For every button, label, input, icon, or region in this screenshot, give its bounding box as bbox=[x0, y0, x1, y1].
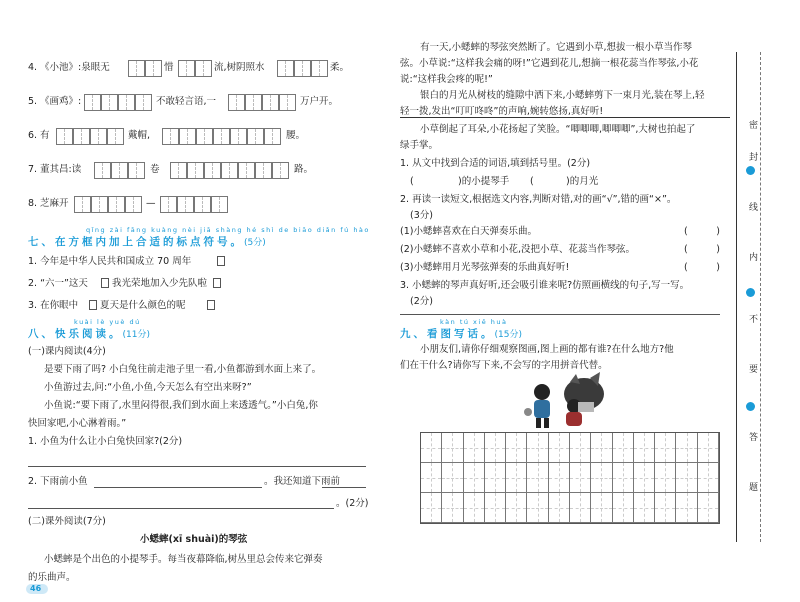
answer-box[interactable] bbox=[245, 94, 262, 111]
q4-text-c: 流,树阴照水 bbox=[214, 62, 265, 73]
judge-item-1: (1)小蟋蟀喜欢在白天弹奏乐曲。 bbox=[400, 226, 537, 237]
answer-box[interactable] bbox=[135, 94, 152, 111]
answer-box[interactable] bbox=[194, 196, 211, 213]
story-title: 小蟋蟀(xī shuài)的琴弦 bbox=[140, 534, 248, 545]
q5-text-b: 不敢轻言语,一 bbox=[156, 96, 217, 107]
answer-box[interactable] bbox=[179, 128, 196, 145]
reading-question-1: 1. 小鱼为什么让小白兔快回家?(2分) bbox=[28, 436, 183, 447]
writing-cell[interactable] bbox=[698, 493, 719, 523]
judge-paren[interactable]: ( ) bbox=[684, 244, 720, 255]
answer-line[interactable] bbox=[400, 314, 720, 315]
extra-question-3-points: (2分) bbox=[410, 296, 433, 307]
writing-cell[interactable] bbox=[613, 463, 634, 493]
writing-cell[interactable] bbox=[698, 463, 719, 493]
binding-char: 内 bbox=[749, 253, 759, 263]
writing-cell[interactable] bbox=[655, 463, 676, 493]
binding-char: 线 bbox=[749, 203, 759, 213]
punctuation-box[interactable] bbox=[101, 278, 109, 288]
writing-cell[interactable] bbox=[634, 433, 655, 463]
q7-text-c: 路。 bbox=[294, 164, 314, 175]
q5-number: 5. bbox=[28, 96, 38, 107]
answer-box[interactable] bbox=[128, 60, 145, 77]
punctuation-box[interactable] bbox=[217, 256, 225, 266]
writing-cell[interactable] bbox=[506, 493, 527, 523]
writing-cell[interactable] bbox=[570, 433, 591, 463]
binding-char: 密 bbox=[749, 121, 759, 131]
binding-char: 题 bbox=[749, 483, 759, 493]
punctuation-box[interactable] bbox=[213, 278, 221, 288]
answer-box[interactable] bbox=[118, 94, 135, 111]
punctuation-box[interactable] bbox=[89, 300, 97, 310]
q4-number: 4. bbox=[28, 62, 38, 73]
answer-box[interactable] bbox=[228, 94, 245, 111]
punct-q3b: 夏天是什么颜色的呢 bbox=[100, 300, 186, 311]
answer-box[interactable] bbox=[73, 128, 90, 145]
writing-cell[interactable] bbox=[421, 463, 442, 493]
q6-text-b: 戴帽, bbox=[128, 130, 151, 141]
story-paragraph: 弦。小草说:“这样我会痛的呀!”它遇到花儿,想摘一根花蕊当作琴弦,小花 bbox=[400, 58, 699, 69]
section7-heading bbox=[28, 234, 266, 249]
children-playing-illustration bbox=[514, 372, 614, 430]
answer-box[interactable] bbox=[247, 128, 264, 145]
writing-cell[interactable] bbox=[634, 493, 655, 523]
writing-cell[interactable] bbox=[527, 493, 548, 523]
q1-blank-a-label: )的小提琴手 bbox=[458, 176, 510, 187]
writing-cell[interactable] bbox=[549, 433, 570, 463]
story-paragraph: 小草倒起了耳朵,小花扬起了笑脸。“唧唧唧,唧唧唧”,大树也拍起了 bbox=[420, 124, 696, 135]
q7-number: 7. bbox=[28, 164, 38, 175]
writing-cell[interactable] bbox=[485, 433, 506, 463]
section8-points: (11分) bbox=[122, 330, 150, 340]
section9-heading bbox=[400, 326, 522, 341]
writing-cell[interactable] bbox=[591, 433, 612, 463]
answer-box[interactable] bbox=[56, 128, 73, 145]
writing-cell[interactable] bbox=[676, 463, 697, 493]
binding-dot bbox=[746, 402, 755, 411]
section9-points: (15分) bbox=[494, 330, 522, 340]
writing-cell[interactable] bbox=[442, 493, 463, 523]
writing-cell[interactable] bbox=[464, 493, 485, 523]
extra-reading-title: (二)课外阅读(7分) bbox=[28, 516, 106, 527]
answer-box[interactable] bbox=[279, 94, 296, 111]
writing-cell[interactable] bbox=[442, 433, 463, 463]
reading-paragraph: 是要下雨了吗? 小白兔往前走池子里一看,小鱼都游到水面上来了。 bbox=[44, 364, 322, 375]
writing-cell[interactable] bbox=[570, 493, 591, 523]
answer-box[interactable] bbox=[108, 196, 125, 213]
answer-box[interactable] bbox=[84, 94, 101, 111]
q4-text-a: 《小池》:泉眼无 bbox=[40, 62, 110, 73]
q4-text-b: 惜 bbox=[164, 62, 174, 73]
answer-box[interactable] bbox=[196, 128, 213, 145]
answer-box[interactable] bbox=[277, 60, 294, 77]
binding-dot bbox=[746, 166, 755, 175]
answer-box[interactable] bbox=[160, 196, 177, 213]
answer-box[interactable] bbox=[213, 128, 230, 145]
answer-box[interactable] bbox=[111, 162, 128, 179]
writing-cell[interactable] bbox=[655, 433, 676, 463]
answer-box[interactable] bbox=[91, 196, 108, 213]
writing-cell[interactable] bbox=[655, 493, 676, 523]
binding-dot bbox=[746, 288, 755, 297]
answer-line[interactable] bbox=[94, 487, 262, 488]
answer-box[interactable] bbox=[170, 162, 187, 179]
judge-paren[interactable]: ( ) bbox=[684, 262, 720, 273]
answer-box[interactable] bbox=[221, 162, 238, 179]
writing-cell[interactable] bbox=[676, 433, 697, 463]
section7-points: (5分) bbox=[244, 238, 266, 248]
judge-item-2: (2)小蟋蟀不喜欢小草和小花,没把小草、花蕊当作琴弦。 bbox=[400, 244, 635, 255]
extra-question-3: 3. 小蟋蟀的琴声真好听,还会吸引谁来呢?仿照画横线的句子,写一写。 bbox=[400, 280, 690, 291]
punct-q1: 1. 今年是中华人民共和国成立 70 周年 bbox=[28, 256, 192, 267]
writing-grid[interactable] bbox=[420, 432, 720, 524]
writing-cell[interactable] bbox=[591, 493, 612, 523]
reading-paragraph: 小鱼游过去,问:“小鱼,小鱼,今天怎么有空出来呀?” bbox=[44, 382, 252, 393]
q5-text-c: 万户开。 bbox=[300, 96, 339, 107]
page-number-badge bbox=[26, 584, 48, 594]
answer-box[interactable] bbox=[74, 196, 91, 213]
judge-paren[interactable]: ( ) bbox=[684, 226, 720, 237]
answer-box[interactable] bbox=[264, 128, 281, 145]
answer-box[interactable] bbox=[272, 162, 289, 179]
answer-box[interactable] bbox=[162, 128, 179, 145]
writing-cell[interactable] bbox=[421, 433, 442, 463]
writing-cell[interactable] bbox=[613, 493, 634, 523]
q4-text-d: 柔。 bbox=[330, 62, 350, 73]
q7-text-a: 董其昌:读 bbox=[40, 164, 82, 175]
answer-box[interactable] bbox=[294, 60, 311, 77]
q8-number: 8. bbox=[28, 198, 38, 209]
reading-question-2b: 。我还知道下雨前 bbox=[264, 476, 341, 487]
cut-line bbox=[760, 52, 761, 542]
section7-pinyin: qǐng zài fāng kuàng nèi jiā shàng hé shì de biāo diǎn fú hào bbox=[86, 226, 370, 234]
section9-pinyin: kàn tú xiě huà bbox=[440, 318, 508, 326]
answer-box[interactable] bbox=[311, 60, 328, 77]
story-paragraph: 轻一拨,发出“叮叮咚咚”的声响,婉转悠扬,真好听! bbox=[400, 106, 604, 117]
q1-paren-b: ( bbox=[530, 176, 534, 187]
writing-cell[interactable] bbox=[698, 433, 719, 463]
story-paragraph: 有一天,小蟋蟀的琴弦突然断了。它遇到小草,想拔一根小草当作琴 bbox=[420, 42, 693, 53]
answer-box[interactable] bbox=[211, 196, 228, 213]
answer-box[interactable] bbox=[255, 162, 272, 179]
q8-dash: — bbox=[146, 198, 156, 209]
answer-box[interactable] bbox=[262, 94, 279, 111]
writing-cell[interactable] bbox=[570, 463, 591, 493]
answer-box[interactable] bbox=[94, 162, 111, 179]
answer-box[interactable] bbox=[90, 128, 107, 145]
story-paragraph: 的乐曲声。 bbox=[28, 572, 76, 583]
answer-line[interactable] bbox=[28, 466, 366, 467]
answer-box[interactable] bbox=[128, 162, 145, 179]
binding-char: 答 bbox=[749, 433, 759, 443]
extra-question-1: 1. 从文中找到合适的词语,填到括号里。(2分) bbox=[400, 158, 591, 169]
reading-paragraph: 小鱼说:“要下雨了,水里闷得很,我们到水面上来透透气。”小白兔,你 bbox=[44, 400, 318, 411]
section8-heading bbox=[28, 326, 150, 341]
answer-box[interactable] bbox=[230, 128, 247, 145]
writing-cell[interactable] bbox=[485, 463, 506, 493]
writing-cell[interactable] bbox=[549, 493, 570, 523]
story-paragraph: 银白的月光从树枝的缝隙中洒下来,小蟋蟀剪下一束月光,装在琴上,轻 bbox=[420, 90, 705, 101]
judge-item-3: (3)小蟋蟀用月光琴弦弹奏的乐曲真好听! bbox=[400, 262, 570, 273]
writing-cell[interactable] bbox=[506, 433, 527, 463]
answer-box[interactable] bbox=[125, 196, 142, 213]
punct-q2b: 我光荣地加入少先队啦 bbox=[112, 278, 208, 289]
section7-title: 七、在方框内加上合适的标点符号。 bbox=[28, 236, 244, 248]
reading-question-2a: 2. 下雨前小鱼 bbox=[28, 476, 88, 487]
q5-text-a: 《画鸡》: bbox=[40, 96, 82, 107]
writing-cell[interactable] bbox=[485, 493, 506, 523]
writing-cell[interactable] bbox=[442, 463, 463, 493]
page-number: 46 bbox=[30, 584, 42, 593]
writing-cell[interactable] bbox=[613, 433, 634, 463]
q6-number: 6. bbox=[28, 130, 38, 141]
extra-question-2-points: (3分) bbox=[410, 210, 433, 221]
writing-cell[interactable] bbox=[506, 463, 527, 493]
answer-box[interactable] bbox=[107, 128, 124, 145]
writing-prompt: 们在干什么?请你写下来,不会写的字用拼音代替。 bbox=[400, 360, 608, 371]
q7-text-b: 卷 bbox=[150, 164, 160, 175]
writing-cell[interactable] bbox=[527, 463, 548, 493]
answer-box[interactable] bbox=[101, 94, 118, 111]
story-paragraph: 绿手掌。 bbox=[400, 140, 439, 151]
reading-paragraph: 快回家吧,小心淋着雨。” bbox=[28, 418, 127, 429]
writing-cell[interactable] bbox=[549, 463, 570, 493]
section8-title: 八、快乐阅读。 bbox=[28, 328, 123, 340]
writing-cell[interactable] bbox=[464, 433, 485, 463]
section8-pinyin: kuài lè yuè dú bbox=[74, 318, 141, 326]
story-paragraph: 小蟋蟀是个出色的小提琴手。每当夜幕降临,树丛里总会传来它弹奏 bbox=[44, 554, 323, 565]
writing-cell[interactable] bbox=[676, 493, 697, 523]
punct-q3a: 3. 在你眼中 bbox=[28, 300, 79, 311]
binding-line bbox=[736, 52, 737, 542]
section9-title: 九、看图写话。 bbox=[400, 328, 495, 340]
answer-box[interactable] bbox=[187, 162, 204, 179]
answer-box[interactable] bbox=[145, 60, 162, 77]
writing-cell[interactable] bbox=[464, 463, 485, 493]
answer-line[interactable] bbox=[322, 487, 366, 488]
answer-box[interactable] bbox=[238, 162, 255, 179]
answer-box[interactable] bbox=[177, 196, 194, 213]
writing-cell[interactable] bbox=[421, 493, 442, 523]
story-paragraph: 说:“这样我会疼的呢!” bbox=[400, 74, 493, 85]
in-class-reading-title: (一)课内阅读(4分) bbox=[28, 346, 106, 357]
writing-cell[interactable] bbox=[591, 463, 612, 493]
punctuation-box[interactable] bbox=[207, 300, 215, 310]
writing-prompt: 小朋友们,请你仔细观察图画,图上画的都有谁?在什么地方?他 bbox=[420, 344, 674, 355]
writing-cell[interactable] bbox=[634, 463, 655, 493]
q8-text-a: 芝麻开 bbox=[40, 198, 69, 209]
q1-blank-b-label: )的月光 bbox=[566, 176, 599, 187]
q6-text-c: 腰。 bbox=[286, 130, 306, 141]
writing-cell[interactable] bbox=[527, 433, 548, 463]
answer-box[interactable] bbox=[195, 60, 212, 77]
answer-box[interactable] bbox=[204, 162, 221, 179]
q6-text-a: 有 bbox=[40, 130, 50, 141]
answer-line[interactable] bbox=[28, 508, 334, 509]
reading-question-2c: 。(2分) bbox=[336, 498, 369, 509]
binding-char: 不 bbox=[749, 315, 759, 325]
q1-paren-a: ( bbox=[410, 176, 414, 187]
extra-question-2: 2. 再读一读短文,根据选文内容,判断对错,对的画“√”,错的画“×”。 bbox=[400, 194, 677, 205]
answer-box[interactable] bbox=[178, 60, 195, 77]
binding-char: 要 bbox=[749, 365, 759, 375]
punct-q2a: 2. “六一”这天 bbox=[28, 278, 88, 289]
binding-char: 封 bbox=[749, 153, 759, 163]
